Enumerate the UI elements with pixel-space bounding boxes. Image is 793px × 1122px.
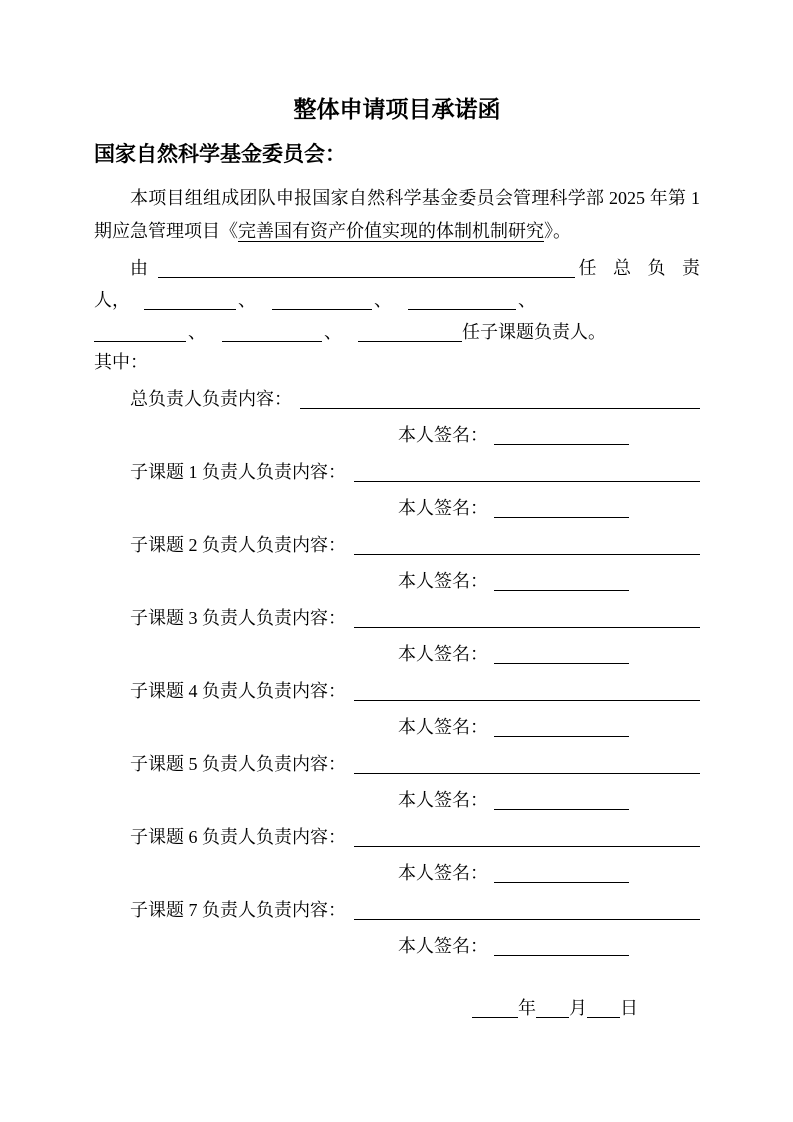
responsibility-content-blank[interactable]	[354, 554, 700, 555]
signature-label: 本人签名：	[398, 571, 488, 591]
subtopic-leader-name-blank-5[interactable]	[222, 341, 322, 342]
responsibility-content-line	[94, 812, 700, 849]
enumeration-comma: 、	[188, 322, 206, 342]
responsibility-content-blank[interactable]	[354, 846, 700, 847]
enumeration-comma: 、	[374, 290, 392, 310]
responsibility-label: 子课题 4 负责人负责内容：	[130, 680, 346, 701]
project-title-underlined: 完善国有资产价值实现的体制机制研究	[238, 221, 544, 241]
signature-line	[94, 703, 700, 740]
subtopic-leader-name-blank-3[interactable]	[408, 309, 516, 310]
responsibility-content-blank[interactable]	[354, 919, 700, 920]
chief-leader-line	[94, 248, 700, 280]
responsibility-content-line	[94, 447, 700, 484]
date-line	[472, 990, 700, 1020]
among-label: 其中：	[94, 352, 148, 372]
date-day-blank[interactable]	[587, 1017, 620, 1018]
subtopic-leader-name-blank-1[interactable]	[144, 309, 236, 310]
responsibility-label: 子课题 2 负责人负责内容：	[130, 534, 346, 555]
signature-blank[interactable]	[494, 663, 629, 664]
leader-line-prefix: 由	[130, 258, 148, 278]
responsibility-label: 子课题 7 负责人负责内容：	[130, 899, 346, 920]
enumeration-comma: 、	[238, 290, 256, 310]
responsibility-label: 子课题 5 负责人负责内容：	[130, 753, 346, 774]
signature-line	[94, 922, 700, 959]
signature-line	[94, 849, 700, 886]
subtopic-leaders-line-2	[94, 312, 700, 344]
intro-paragraph	[94, 182, 700, 248]
responsibility-label: 总负责人负责内容：	[130, 388, 292, 409]
enumeration-comma: 、	[518, 290, 536, 310]
responsibility-block	[94, 520, 700, 593]
chief-leader-name-blank[interactable]	[158, 277, 575, 278]
responsibility-block	[94, 374, 700, 447]
intro-text-after: 》。	[544, 221, 571, 241]
signature-blank[interactable]	[494, 517, 629, 518]
salutation: 国家自然科学基金委员会：	[94, 142, 346, 166]
enumeration-comma: 、	[324, 322, 342, 342]
signature-blank[interactable]	[494, 955, 629, 956]
signature-blank[interactable]	[494, 444, 629, 445]
responsibility-content-line	[94, 885, 700, 922]
signature-blank[interactable]	[494, 882, 629, 883]
responsibility-content-line	[94, 666, 700, 703]
document-title: 整体申请项目承诺函	[293, 97, 501, 122]
responsibility-block	[94, 666, 700, 739]
signature-label: 本人签名：	[398, 790, 488, 810]
responsibility-content-blank[interactable]	[300, 408, 700, 409]
responsibility-content-blank[interactable]	[354, 481, 700, 482]
signature-blank[interactable]	[494, 809, 629, 810]
responsibility-block	[94, 593, 700, 666]
responsibility-blocks	[94, 374, 700, 958]
responsibility-label: 子课题 6 负责人负责内容：	[130, 826, 346, 847]
date-day-label: 日	[620, 998, 638, 1018]
date-month-label: 月	[569, 998, 587, 1018]
signature-line	[94, 776, 700, 813]
signature-line	[94, 484, 700, 521]
responsibility-label: 子课题 3 负责人负责内容：	[130, 607, 346, 628]
responsibility-block	[94, 812, 700, 885]
responsibility-content-blank[interactable]	[354, 773, 700, 774]
responsibility-content-line	[94, 739, 700, 776]
responsibility-content-blank[interactable]	[354, 700, 700, 701]
responsibility-block	[94, 447, 700, 520]
members-line-suffix: 任子课题负责人。	[462, 322, 606, 342]
signature-label: 本人签名：	[398, 644, 488, 664]
signature-label: 本人签名：	[398, 863, 488, 883]
intro-text-before: 本项目组组成团队申报国家自然科学基金委员会管理科学部 2025 年第 1 期应急管理项目《	[94, 188, 700, 241]
leader-line-suffix: 任 总 负 责	[578, 258, 700, 278]
responsibility-block	[94, 739, 700, 812]
date-year-blank[interactable]	[472, 1017, 518, 1018]
responsibility-content-line	[94, 593, 700, 630]
signature-line	[94, 630, 700, 667]
signature-label: 本人签名：	[398, 425, 488, 445]
signature-label: 本人签名：	[398, 498, 488, 518]
responsibility-content-blank[interactable]	[354, 627, 700, 628]
signature-line	[94, 411, 700, 448]
responsibility-content-line	[94, 520, 700, 557]
signature-line	[94, 557, 700, 594]
date-month-blank[interactable]	[536, 1017, 569, 1018]
subtopic-leaders-line-1	[94, 280, 700, 312]
date-year-label: 年	[518, 998, 536, 1018]
responsibility-label: 子课题 1 负责人负责内容：	[130, 461, 346, 482]
signature-label: 本人签名：	[398, 717, 488, 737]
subtopic-leader-name-blank-2[interactable]	[272, 309, 372, 310]
members-line-prefix: 人，	[94, 290, 130, 310]
responsibility-block	[94, 885, 700, 958]
signature-blank[interactable]	[494, 736, 629, 737]
subtopic-leader-name-blank-4[interactable]	[94, 341, 186, 342]
subtopic-leader-name-blank-6[interactable]	[358, 341, 462, 342]
responsibility-content-line	[94, 374, 700, 411]
signature-blank[interactable]	[494, 590, 629, 591]
signature-label: 本人签名：	[398, 936, 488, 956]
